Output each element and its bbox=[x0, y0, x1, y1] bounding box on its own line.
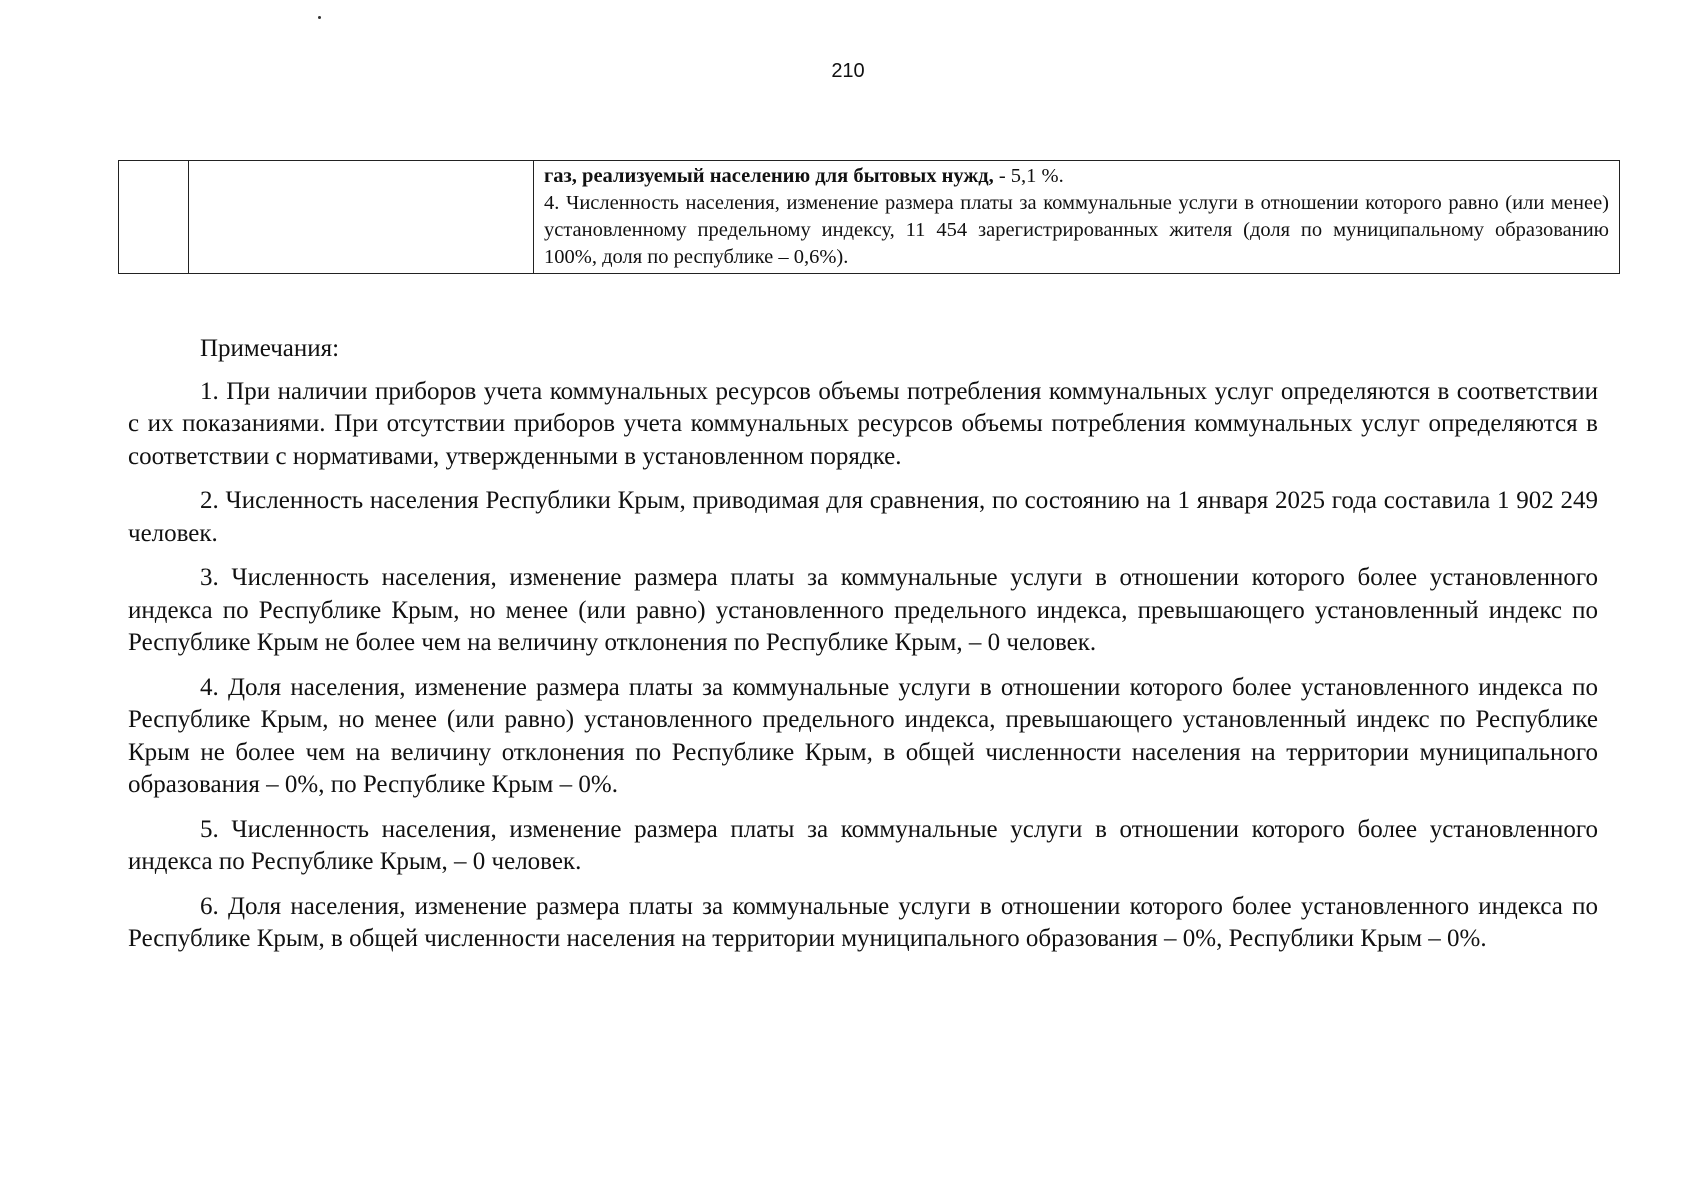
note-item-1: 1. При наличии приборов учета коммунальных ресурсов объемы потребления коммунальных услуг определяются в соответствии с их показаниями. При отсутствии приборов учета коммунальных ресурсов объемы потребления коммунальных услуг определяются в соответствии с нормативами, утвержденными в установленном порядке. bbox=[128, 377, 1598, 470]
notes-heading: Примечания: bbox=[200, 335, 340, 362]
notes-section bbox=[128, 333, 1598, 968]
note-item-5: 5. Численность населения, изменение размера платы за коммунальные услуги в отношении которого более установленного индекса по Республике Крым, – 0 человек. bbox=[128, 815, 1598, 875]
note-item-3: 3. Численность населения, изменение размера платы за коммунальные услуги в отношении которого более установленного индекса по Республике Крым, но менее (или равно) установленного предельного индекса, превышающего установленный индекс по Республике Крым не более чем на величину отклонения по Республике Крым, – 0 человек. bbox=[128, 564, 1598, 656]
table-cell-item-4: 4. Численность населения, изменение размера платы за коммунальные услуги в отношении которого равно (или менее) установленному предельному индексу, 11 454 зарегистрированных жителя (доля по муниципальному образованию 100%, доля по республике – 0,6%). bbox=[544, 192, 1609, 268]
scan-speck bbox=[318, 16, 321, 19]
table-cell-lead-rest: - 5,1 %. bbox=[993, 165, 1064, 187]
table-cell-empty-2 bbox=[189, 161, 534, 274]
page-number: 210 bbox=[831, 60, 865, 82]
table-cell-empty-1 bbox=[119, 161, 189, 274]
table-fragment bbox=[118, 160, 1620, 274]
table-cell-content bbox=[534, 161, 1620, 274]
table-cell-lead-bold: газ, реализуемый населению для бытовых нужд, bbox=[544, 165, 994, 187]
note-item-4: 4. Доля населения, изменение размера платы за коммунальные услуги в отношении которого более установленного индекса по Республике Крым, но менее (или равно) установленного предельного индекса, превышающего установленный индекс по Республике Крым не более чем на величину отклонения по Республике Крым, в общей численности населения на территории муниципального образования – 0%, по Республике Крым – 0%. bbox=[128, 673, 1598, 798]
table-row bbox=[119, 161, 1620, 274]
note-item-6: 6. Доля населения, изменение размера платы за коммунальные услуги в отношении которого более установленного индекса по Республике Крым, в общей численности населения на территории муниципального образования – 0%, Республики Крым – 0%. bbox=[128, 892, 1598, 952]
note-item-2: 2. Численность населения Республики Крым, приводимая для сравнения, по состоянию на 1 января 2025 года составила 1 902 249 человек. bbox=[128, 487, 1598, 547]
table-cell-lead-line bbox=[544, 163, 1609, 190]
